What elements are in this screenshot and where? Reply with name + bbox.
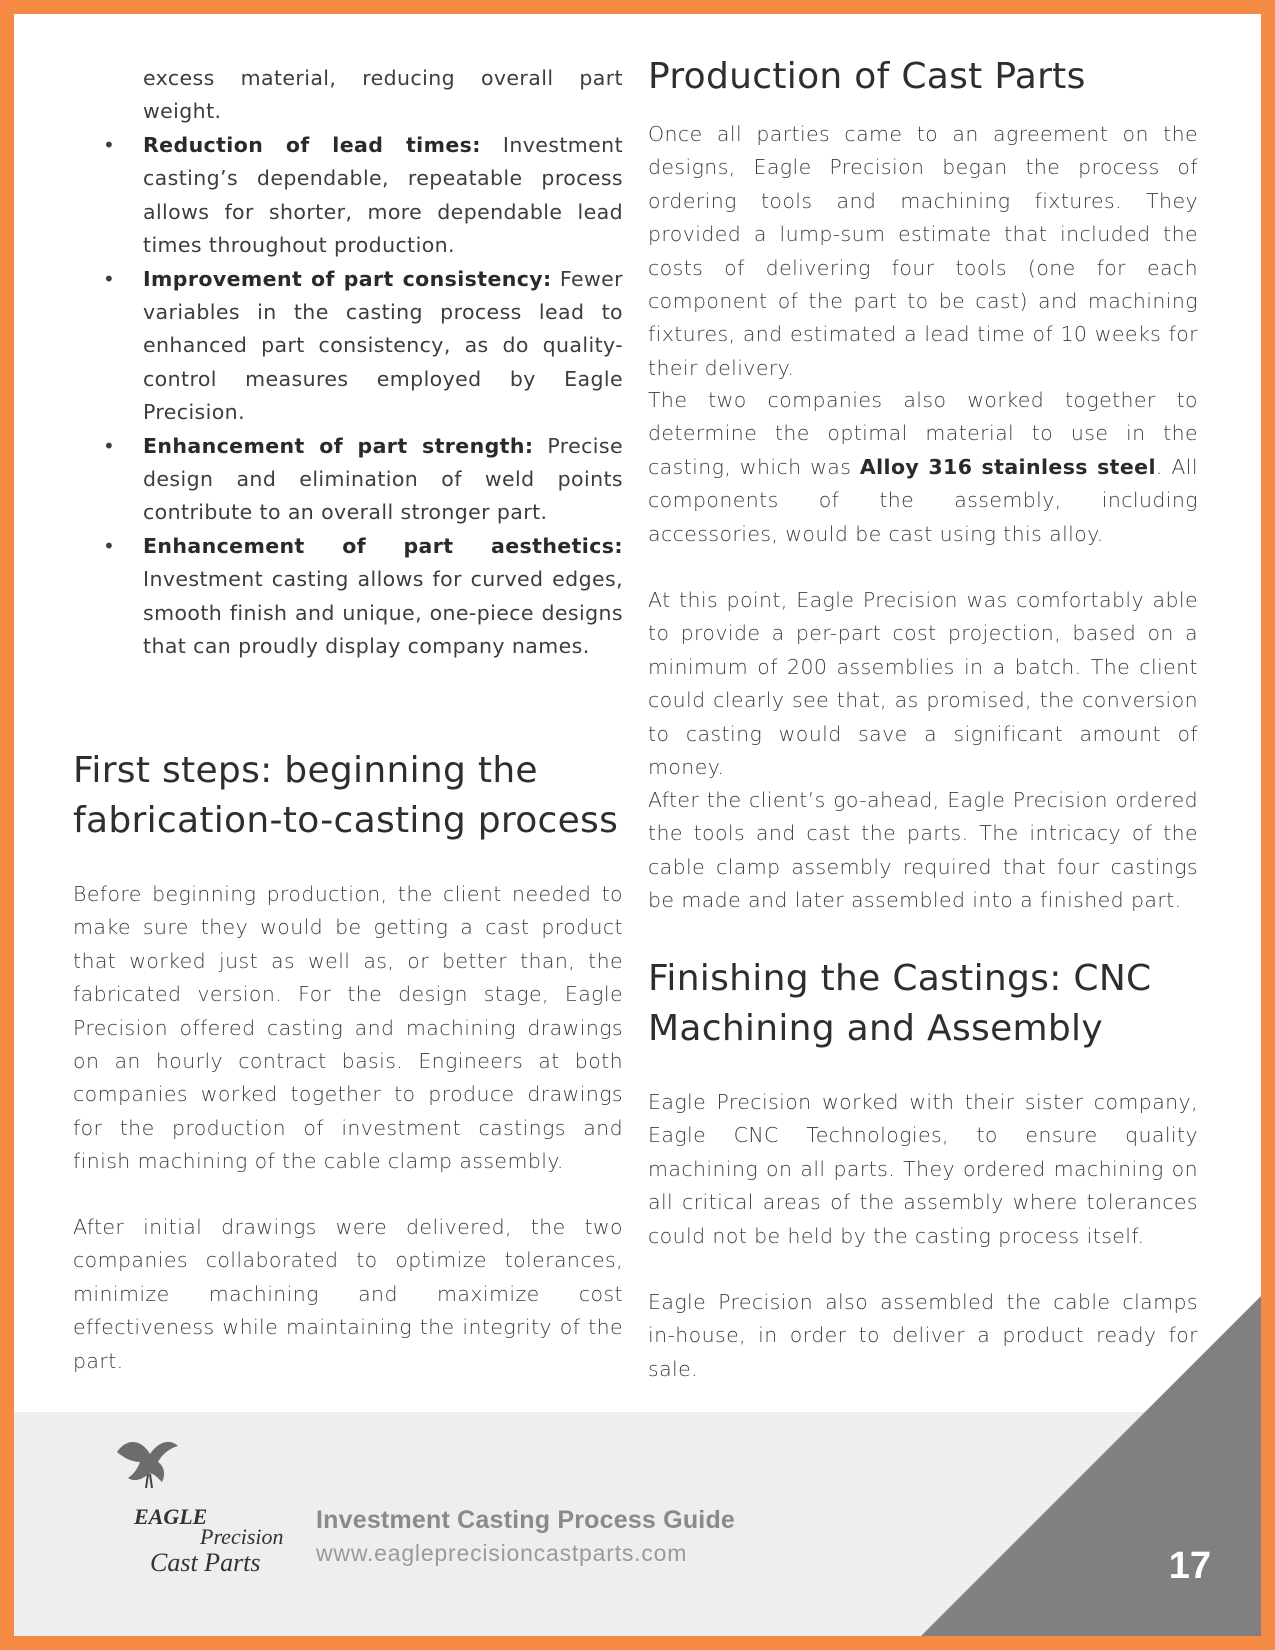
- paragraph: Once all parties came to an agreement on the designs, Eagle Precision began the process of ordering tools and machining fixtures. They provided a lump-sum estimate that included the costs of delivering four tools (one for each component of the part to be cast) and machining fixtures, and estimated a lead time of 10 weeks for their delivery.: [648, 122, 1198, 380]
- list-item: • Reduction of lead times: Investment casting’s dependable, repeatable process allows for shorter, more dependable lead times throughout production.: [73, 129, 623, 263]
- bullet-continuation: excess material, reducing overall part weight.: [143, 66, 623, 124]
- eagle-icon: [112, 1432, 182, 1492]
- section-heading-production: Production of Cast Parts: [648, 56, 1086, 97]
- list-item: • Enhancement of part strength: Precise design and elimination of weld points contribute to an overall stronger part.: [73, 430, 623, 530]
- bullet-icon: •: [103, 133, 116, 157]
- section-heading-first-steps: First steps: beginning the fabrication-to-casting process: [73, 750, 619, 841]
- benefits-list: [73, 129, 623, 664]
- page-number: 17: [1168, 1545, 1211, 1587]
- logo-eagle-text: EAGLE: [134, 1504, 208, 1529]
- paragraph: After initial drawings were delivered, the two companies collaborated to optimize tolerances, minimize machining and maximize cost effectiveness while maintaining the integrity of the part.: [73, 1215, 623, 1373]
- guide-title: Investment Casting Process Guide: [316, 1506, 736, 1534]
- list-item: • Enhancement of part aesthetics: Investment casting allows for curved edges, smooth finish and unique, one-piece designs that can proudly display company names.: [73, 530, 623, 664]
- bullet-icon: •: [103, 433, 116, 458]
- logo-cast-text: Cast Parts: [150, 1548, 261, 1577]
- paragraph: Eagle Precision also assembled the cable clamps in-house, in order to deliver a product ready for sale.: [648, 1290, 1198, 1381]
- paragraph: Eagle Precision worked with their sister company, Eagle CNC Technologies, to ensure quality machining on all parts. They ordered machining on all critical areas of the assembly where tolerances could not be held by the casting process itself.: [648, 1090, 1198, 1248]
- website-link[interactable]: www.eagleprecisioncastparts.com: [316, 1540, 688, 1566]
- paragraph: Before beginning production, the client needed to make sure they would be getting a cast product that worked just as well as, or better than, the fabricated version. For the design stage, Eagle Precision offered casting and machining drawings on an hourly contract basis. Engineers at both companies worked together to produce drawings for the production of investment castings and finish machining of the cable clamp assembly.: [73, 882, 623, 1174]
- company-logo: [104, 1432, 304, 1577]
- paragraph: After the client’s go-ahead, Eagle Precision ordered the tools and cast the parts. The intricacy of the cable clamp assembly required that four castings be made and later assembled into a finished part.: [648, 788, 1198, 913]
- bullet-icon: •: [103, 266, 116, 291]
- document-page: [14, 14, 1261, 1636]
- paragraph: At this point, Eagle Precision was comfortably able to provide a per-part cost projection, based on a minimum of 200 assemblies in a batch. The client could clearly see that, as promised, the conversion to casting would save a significant amount of money.: [648, 588, 1198, 780]
- list-item: • Improvement of part consistency: Fewer variables in the casting process lead to enhanced part consistency, as do quality-control measures employed by Eagle Precision.: [73, 263, 623, 430]
- paragraph: The two companies also worked together to determine the optimal material to use in the casting, which was Alloy 316 stainless steel. All components of the assembly, including accessories, would be cast using this alloy.: [648, 388, 1198, 546]
- bullet-icon: •: [103, 533, 116, 558]
- logo-precision-text: Precision: [200, 1524, 284, 1549]
- section-heading-finishing: Finishing the Castings: CNC Machining and Assembly: [648, 958, 1152, 1049]
